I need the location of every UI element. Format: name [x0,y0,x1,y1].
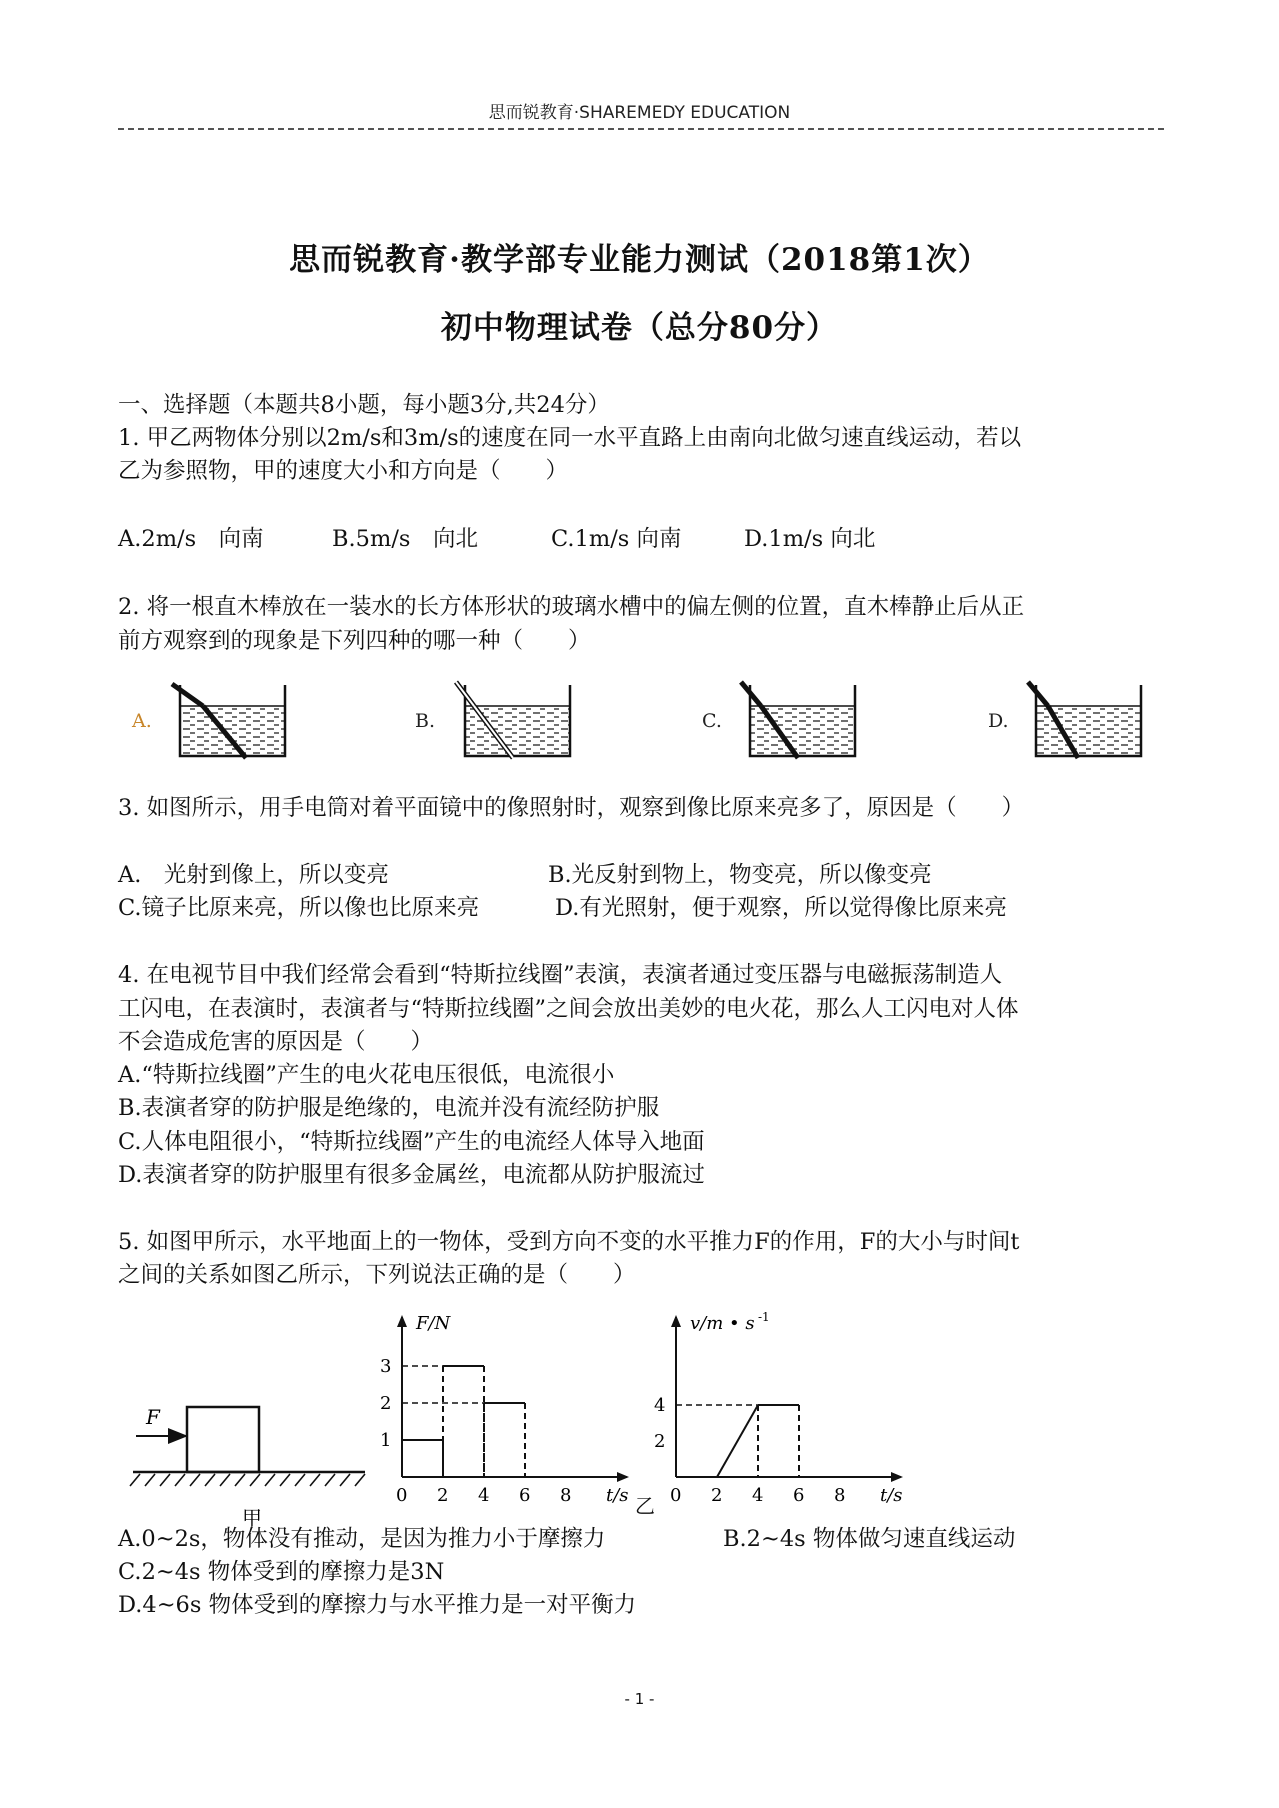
q5-stem-line2: 之间的关系如图乙所示，下列说法正确的是（ ） [118,1262,636,1288]
graph-f-xtick: 2 [437,1485,449,1506]
q2-tank-c [741,682,855,758]
q2-tank-d [1028,682,1141,758]
q1-stem-line2: 乙为参照物，甲的速度大小和方向是（ ） [118,458,569,484]
q2-stem-line2: 前方观察到的现象是下列四种的哪一种（ ） [118,628,591,654]
graph-v-xtick: 2 [711,1485,723,1506]
q5-option-a: A.0~2s，物体没有推动，是因为推力小于摩擦力 [118,1526,606,1552]
q2-label-d: D. [988,710,1009,732]
q5-graph-force-time [370,1305,650,1515]
q2-label-a: A. [132,710,152,732]
graph-v-segment [717,1405,758,1477]
q4-stem-line1: 4. 在电视节目中我们经常会看到“特斯拉线圈”表演，表演者通过变压器与电磁振荡制造人 [118,962,1003,988]
q2-figures [0,670,1279,780]
caption-jia: 甲 [242,1506,262,1530]
y-axis-arrow [397,1315,407,1327]
graph-f-ytick: 2 [380,1393,392,1414]
q2-tank-a [172,684,285,758]
exam-title: 思而锐教育·教学部专业能力测试（2018第1次） [289,242,990,278]
q4-option-b: B.表演者穿的防护服是绝缘的，电流并没有流经防护服 [118,1095,660,1121]
page-header: 思而锐教育·SHAREMEDY EDUCATION [488,103,791,123]
q2-stem-line1: 2. 将一根直木棒放在一装水的长方体形状的玻璃水槽中的偏左侧的位置，直木棒静止后从正 [118,594,1025,620]
q5-graph-velocity-time [640,1305,920,1515]
graph-v-xtick: 8 [834,1485,846,1506]
graph-f-ylabel: F/N [416,1313,451,1334]
graph-v-ytick: 4 [654,1395,666,1416]
q4-stem-line2: 工闪电，在表演时，表演者与“特斯拉线圈”之间会放出美妙的电火花，那么人工闪电对人体 [118,996,1019,1022]
graph-f-xtick: 0 [396,1485,408,1506]
graph-v-xtick: 4 [752,1485,764,1506]
graph-v-ylabel: v/m • s [690,1313,755,1334]
exam-subtitle: 初中物理试卷（总分80分） [440,310,839,346]
graph-v-xlabel: t/s [880,1485,903,1506]
x-axis-arrow [617,1472,629,1482]
graph-v-xtick: 6 [793,1485,805,1506]
q1-option-b: B.5m/s 向北 [332,526,478,552]
q3-stem: 3. 如图所示，用手电筒对着平面镜中的像照射时，观察到像比原来亮多了，原因是（ ） [118,795,1025,821]
q2-label-c: C. [702,710,722,732]
page-number: - 1 - [624,1690,655,1708]
q4-stem-line3: 不会造成危害的原因是（ ） [118,1029,434,1055]
q5-option-d: D.4~6s 物体受到的摩擦力与水平推力是一对平衡力 [118,1592,637,1618]
caption-yi: 乙 [635,1494,655,1518]
graph-f-xtick: 8 [560,1485,572,1506]
q3-option-d: D.有光照射，便于观察，所以觉得像比原来亮 [555,895,1007,921]
q1-option-c: C.1m/s 向南 [551,526,682,552]
graph-f-ytick: 1 [380,1430,392,1451]
q4-option-d: D.表演者穿的防护服里有很多金属丝，电流都从防护服流过 [118,1162,705,1188]
q1-stem-line1: 1. 甲乙两物体分别以2m/s和3m/s的速度在同一水平直路上由南向北做匀速直线运动，若以 [118,425,1022,451]
force-label: F [146,1405,160,1429]
ground-hatching [130,1474,365,1486]
graph-f-xtick: 6 [519,1485,531,1506]
graph-f-ytick: 3 [380,1356,392,1377]
q5-stem-line1: 5. 如图甲所示，水平地面上的一物体，受到方向不变的水平推力F的作用，F的大小与时间t [118,1229,1020,1255]
q3-option-b: B.光反射到物上，物变亮，所以像变亮 [548,862,932,888]
q1-option-a: A.2m/s 向南 [118,526,264,552]
q4-option-c: C.人体电阻很小，“特斯拉线圈”产生的电流经人体导入地面 [118,1129,705,1155]
q5-option-c: C.2~4s 物体受到的摩擦力是3N [118,1559,445,1585]
q2-label-b: B. [415,710,436,732]
block [187,1407,259,1472]
y-axis-arrow [671,1315,681,1327]
section-heading: 一、选择题（本题共8小题，每小题3分,共24分） [118,392,610,418]
graph-f-xtick: 4 [478,1485,490,1506]
q5-figure-jia [0,1390,380,1530]
q3-option-a: A. 光射到像上，所以变亮 [118,862,389,888]
header-divider [118,128,1164,130]
x-axis-arrow [891,1472,903,1482]
q3-option-c: C.镜子比原来亮，所以像也比原来亮 [118,895,480,921]
graph-v-ytick: 2 [654,1431,666,1452]
q4-option-a: A.“特斯拉线圈”产生的电火花电压很低，电流很小 [118,1062,615,1088]
q2-tank-b [456,682,570,758]
q1-option-d: D.1m/s 向北 [744,526,876,552]
graph-v-ylabel-sup: -1 [758,1310,770,1324]
graph-f-xlabel: t/s [606,1485,629,1506]
graph-v-xtick: 0 [670,1485,682,1506]
q5-option-b: B.2~4s 物体做匀速直线运动 [723,1526,1016,1552]
